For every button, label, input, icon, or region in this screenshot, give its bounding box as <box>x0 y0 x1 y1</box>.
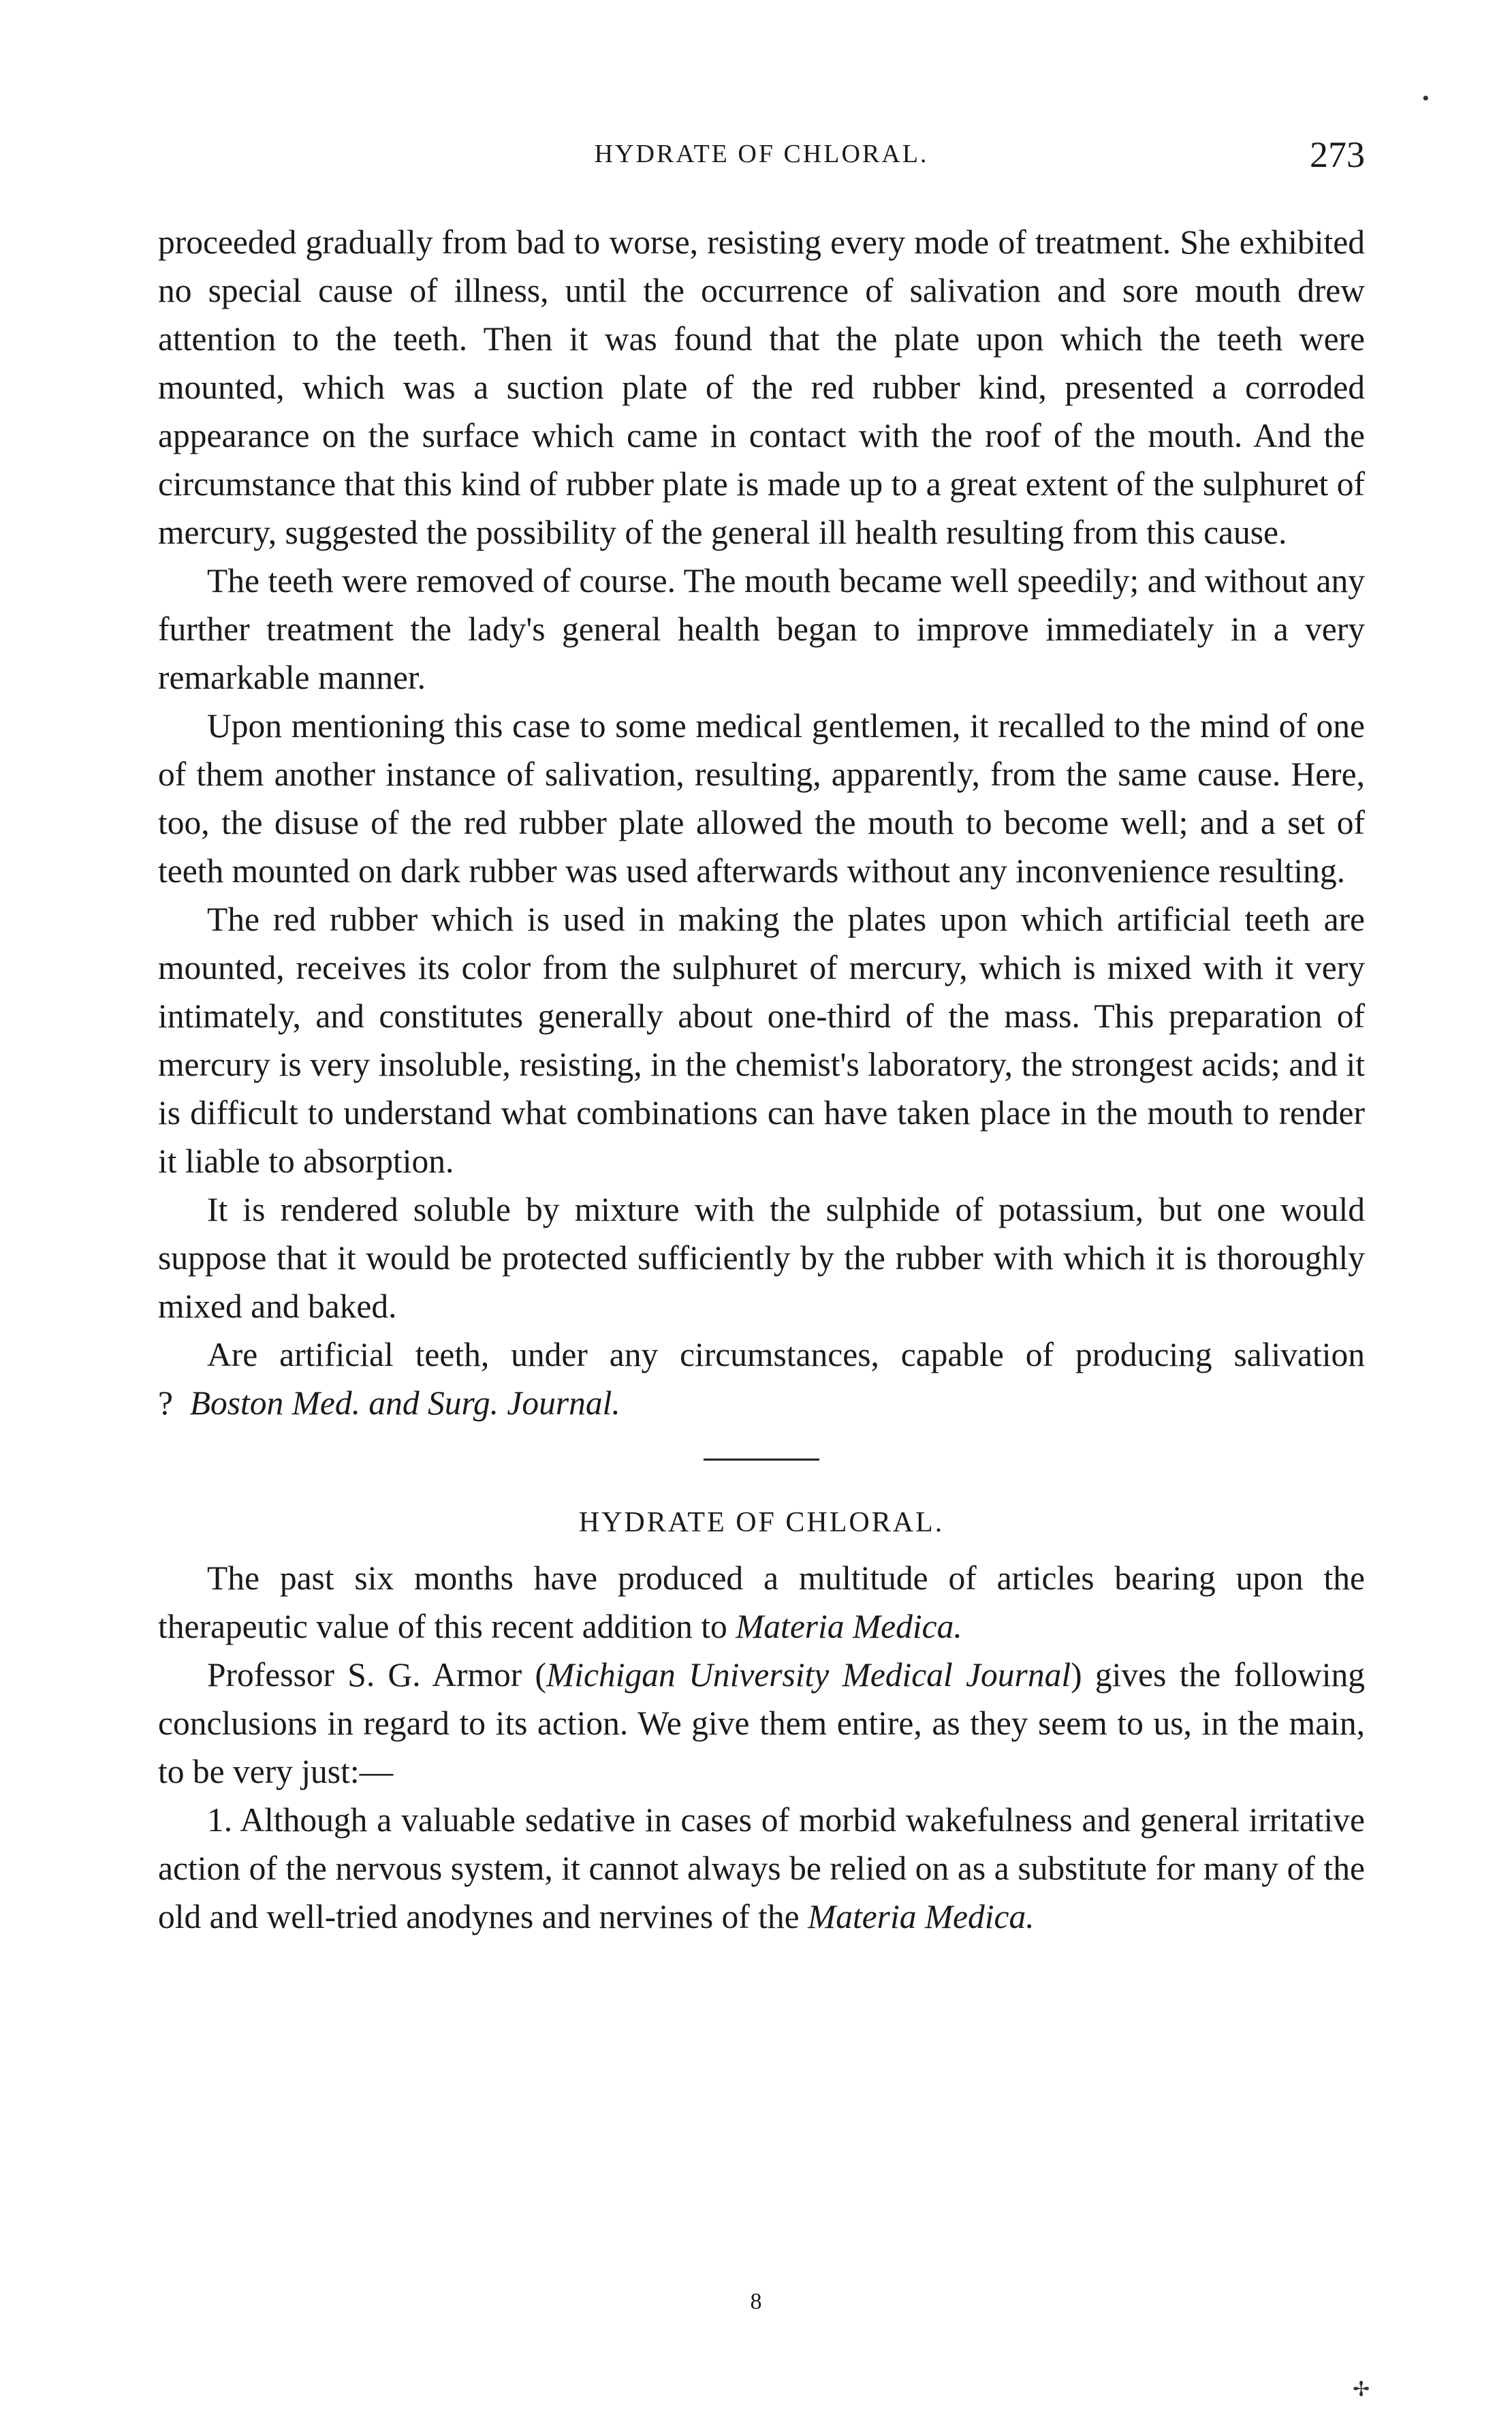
paragraph-question <box>158 1330 1365 1427</box>
paragraph-soluble: It is rendered soluble by mixture with the sulphide of potassium, but one would suppose that it would be protected sufficiently by the rubber with which it is thoroughly mixed and baked. <box>158 1191 1365 1325</box>
scan-speck: • <box>1422 87 1430 110</box>
section-divider <box>704 1459 819 1461</box>
body-text <box>158 218 1365 1941</box>
source-citation: Boston Med. and Surg. Journal. <box>189 1384 620 1422</box>
paragraph-past-six-months <box>158 1554 1365 1651</box>
past-six-months-text: The past six months have produced a multitude of articles bearing upon the therapeutic value of this recent addition to <box>158 1559 1365 1645</box>
page-number: 273 <box>1310 134 1365 175</box>
materia-medica-italic-2: Materia Medica. <box>807 1898 1035 1935</box>
armor-text-a: Professor S. G. Armor ( <box>207 1656 547 1694</box>
running-title: HYDRATE OF CHLORAL. <box>594 140 929 168</box>
paragraph-continued: proceeded gradually from bad to worse, resisting every mode of treatment. She exhibited no special cause of illness, until the occurrence of salivation and sore mouth drew attention to the teeth. Then it was found that the plate upon which the teeth were mounted, which was a suction plate of the red rubber kind, presented a corroded appearance on the surface which came in contact with the roof of the mouth. And the circumstance that this kind of rubber plate is made up to a great extent of the sulphuret of mercury, suggested the possibility of the general ill health resulting from this cause. <box>158 223 1365 551</box>
paragraph-teeth-removed: The teeth were removed of course. The mouth became well speedily; and without any further treatment the lady's general health began to improve immediately in a very remarkable manner. <box>158 562 1365 696</box>
paragraph-red-rubber: The red rubber which is used in making the plates upon which artificial teeth are mounted, receives its color from the sulphuret of mercury, which is mixed with it very intimately, and constitutes generally about one-third of the mass. This preparation of mercury is very insoluble, resisting, in the chemist's laboratory, the strongest acids; and it is difficult to understand what combinations can have taken place in the mouth to render it liable to absorption. <box>158 901 1365 1180</box>
materia-medica-italic: Materia Medica. <box>736 1608 962 1645</box>
paragraph-conclusion-1 <box>158 1796 1365 1941</box>
journal-title-italic: Michigan University Medical Journal <box>546 1656 1071 1694</box>
armor-text-b: ) gives the following conclusions in regard to its action. We give them entire, as they seem to us, in the main, to be very just:— <box>158 1656 1365 1790</box>
question-text: Are artificial teeth, under any circumstances, capable of producing salivation ? <box>158 1336 1365 1422</box>
scan-speck-bottom: ✢ <box>1353 2378 1370 2401</box>
paragraph-second-instance: Upon mentioning this case to some medical gentlemen, it recalled to the mind of one of them another instance of salivation, resulting, apparently, from the same cause. Here, too, the disuse of the red rubber plate allowed the mouth to become well; and a set of teeth mounted on dark rubber was used afterwards without any inconvenience resulting. <box>158 707 1365 890</box>
signature-mark: 8 <box>750 2289 762 2314</box>
conclusion-1-text: 1. Although a valuable sedative in cases of morbid wakefulness and general irritative action of the nervous system, it cannot always be relied on as a substitute for many of the old and well-tried anodynes and nervines of the <box>158 1801 1365 1935</box>
paragraph-armor <box>158 1651 1365 1796</box>
running-head <box>158 134 1365 181</box>
section-heading: HYDRATE OF CHLORAL. <box>578 1507 945 1538</box>
